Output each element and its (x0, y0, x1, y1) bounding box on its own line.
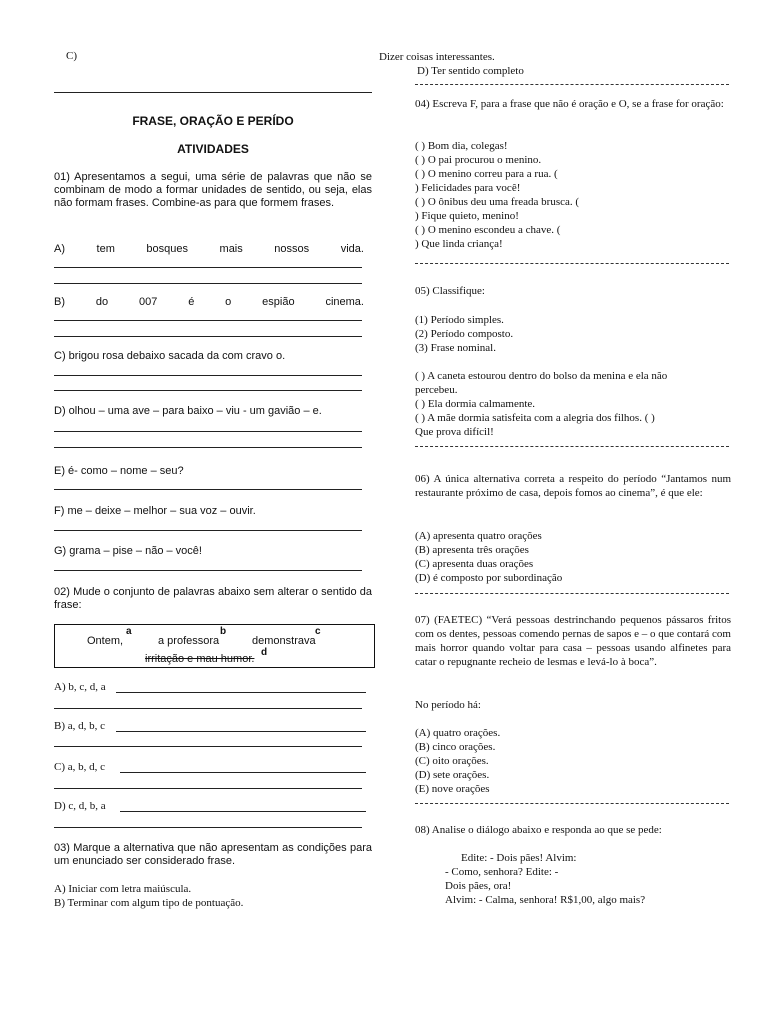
word: vida. (340, 243, 364, 255)
dashed-divider (415, 803, 729, 804)
question-04: 04) Escreva F, para a frase que não é oração e O, se a frase for oração: (415, 98, 724, 110)
box-label-d: d (261, 647, 268, 658)
q04-line: ( ) O menino correu para a rua. ( (415, 168, 558, 180)
item-c: C) brigou rosa debaixo sacada da com cravo o. (54, 350, 286, 362)
q04-line: ( ) Bom dia, colegas! (415, 140, 508, 152)
dashed-divider (415, 263, 729, 264)
box-label-a: a (126, 626, 132, 637)
sentence-box (54, 624, 375, 668)
dialogue-line: - Como, senhora? Edite: - (445, 866, 559, 878)
answer-line[interactable] (54, 570, 362, 571)
question-05: 05) Classifique: (415, 285, 485, 297)
item-d: D) olhou – uma ave – para baixo – viu - um gavião – e. (54, 405, 322, 417)
dashed-divider (415, 84, 729, 85)
word: bosques (146, 243, 188, 255)
q07-option: (B) cinco orações. (415, 741, 496, 753)
answer-line[interactable] (120, 772, 366, 773)
answer-line[interactable] (54, 746, 362, 747)
word: mais (219, 243, 243, 255)
answer-line[interactable] (54, 530, 362, 531)
q07-option: (E) nove orações (415, 783, 490, 795)
answer-line[interactable] (116, 731, 366, 732)
option-a: A) b, c, d, a (54, 681, 106, 693)
dialogue-line: Edite: - Dois pães! Alvim: (461, 852, 577, 864)
answer-line[interactable] (54, 390, 362, 391)
q04-line: ) Fique quieto, menino! (415, 210, 519, 222)
item-a-words (54, 243, 364, 255)
q06-option: (B) apresenta três orações (415, 544, 529, 556)
question-03: 03) Marque a alternativa que não apresentam as condições para um enunciado ser considerado frase. (54, 842, 372, 867)
q05-line: ( ) A mãe dormia satisfeita com a alegria dos filhos. ( ) (415, 412, 655, 424)
answer-line[interactable] (116, 692, 366, 693)
q06-option: (A) apresenta quatro orações (415, 530, 542, 542)
word: B) (54, 296, 65, 308)
q07-subtitle: No período há: (415, 699, 481, 711)
dialogue-line: Dois pães, ora! (445, 880, 512, 892)
question-03-option-a: A) Iniciar com letra maiúscula. (54, 883, 192, 895)
box-word-demonstrava: demonstrava (252, 635, 316, 647)
q05-line: percebeu. (415, 384, 458, 396)
q04-line: ) Que linda criança! (415, 238, 503, 250)
answer-line[interactable] (54, 788, 362, 789)
dashed-divider (415, 446, 729, 447)
q05-line: ( ) A caneta estourou dentro do bolso da menina e ela não (415, 370, 668, 382)
answer-line[interactable] (54, 431, 362, 432)
option-c-text: Dizer coisas interessantes. (379, 51, 495, 63)
box-label-c: c (315, 626, 321, 637)
item-f: F) me – deixe – melhor – sua voz – ouvir. (54, 505, 256, 517)
question-03-option-b: B) Terminar com algum tipo de pontuação. (54, 897, 244, 909)
q04-line: ( ) O menino escondeu a chave. ( (415, 224, 561, 236)
q05-option: (2) Período composto. (415, 328, 514, 340)
answer-line[interactable] (120, 811, 366, 812)
answer-line[interactable] (54, 267, 362, 268)
answer-line[interactable] (54, 708, 362, 709)
box-label-b: b (220, 626, 227, 637)
item-b-words (54, 296, 364, 308)
answer-line[interactable] (54, 283, 362, 284)
question-06: 06) A única alternativa correta a respeito do período “Jantamos num restaurante próximo de casa, depois fomos ao cinema”, é que ele: (415, 473, 731, 499)
answer-line[interactable] (54, 489, 362, 490)
answer-line[interactable] (54, 336, 362, 337)
word: do (95, 296, 109, 308)
option-b: B) a, d, b, c (54, 720, 106, 732)
answer-line[interactable] (54, 447, 362, 448)
worksheet-title: FRASE, ORAÇÃO E PERÍDO (132, 114, 294, 128)
dialogue-line: Alvim: - Calma, senhora! R$1,00, algo mais? (445, 894, 646, 906)
option-c: C) a, b, d, c (54, 761, 106, 773)
q04-line: ) Felicidades para você! (415, 182, 521, 194)
word: 007 (138, 296, 158, 308)
q07-option: (D) sete orações. (415, 769, 490, 781)
word: cinema. (325, 296, 364, 308)
word: é (188, 296, 195, 308)
worksheet-subtitle: ATIVIDADES (177, 142, 249, 156)
question-01: 01) Apresentamos a segui, uma série de palavras que não se combinam de modo a formar unidades de sentido, ou seja, elas não formam frases. Combine-as para que formem frases. (54, 171, 372, 209)
answer-line[interactable] (54, 375, 362, 376)
word: o (225, 296, 232, 308)
box-word-irritacao: irritação e mau humor. (145, 653, 255, 665)
q06-option: (D) é composto por subordinação (415, 572, 563, 584)
q06-option: (C) apresenta duas orações (415, 558, 534, 570)
q04-line: ( ) O pai procurou o menino. (415, 154, 542, 166)
option-d-text: D) Ter sentido completo (417, 65, 524, 77)
item-e: E) é- como – nome – seu? (54, 465, 184, 477)
q05-option: (1) Período simples. (415, 314, 504, 326)
answer-line[interactable] (54, 827, 362, 828)
dashed-divider (415, 593, 729, 594)
question-08: 08) Analise o diálogo abaixo e responda ao que se pede: (415, 824, 662, 836)
answer-line[interactable] (54, 320, 362, 321)
q04-line: ( ) O ônibus deu uma freada brusca. ( (415, 196, 580, 208)
word: A) (54, 243, 65, 255)
question-07: 07) (FAETEC) “Verá pessoas destrinchando pequenos pássaros fritos com os dentes, pessoas comendo pernas de sapos e – o que contará com mais horror quando voltar para casa – pessoas usando alfinetes para catar o repugnante recheio de lesmas e levá-lo à boca”. (415, 614, 731, 668)
divider (54, 92, 372, 93)
q05-option: (3) Frase nominal. (415, 342, 496, 354)
top-item-c: C) (66, 50, 77, 62)
box-word-professora: a professora (158, 635, 220, 647)
q07-option: (C) oito orações. (415, 755, 489, 767)
q07-option: (A) quatro orações. (415, 727, 501, 739)
option-d: D) c, d, b, a (54, 800, 106, 812)
word: tem (96, 243, 115, 255)
word: nossos (274, 243, 310, 255)
word: espião (262, 296, 295, 308)
q05-line: ( ) Ela dormia calmamente. (415, 398, 536, 410)
box-word-ontem: Ontem, (87, 635, 124, 647)
item-g: G) grama – pise – não – você! (54, 545, 202, 557)
q05-line: Que prova difícil! (415, 426, 494, 438)
question-02: 02) Mude o conjunto de palavras abaixo sem alterar o sentido da frase: (54, 586, 372, 611)
